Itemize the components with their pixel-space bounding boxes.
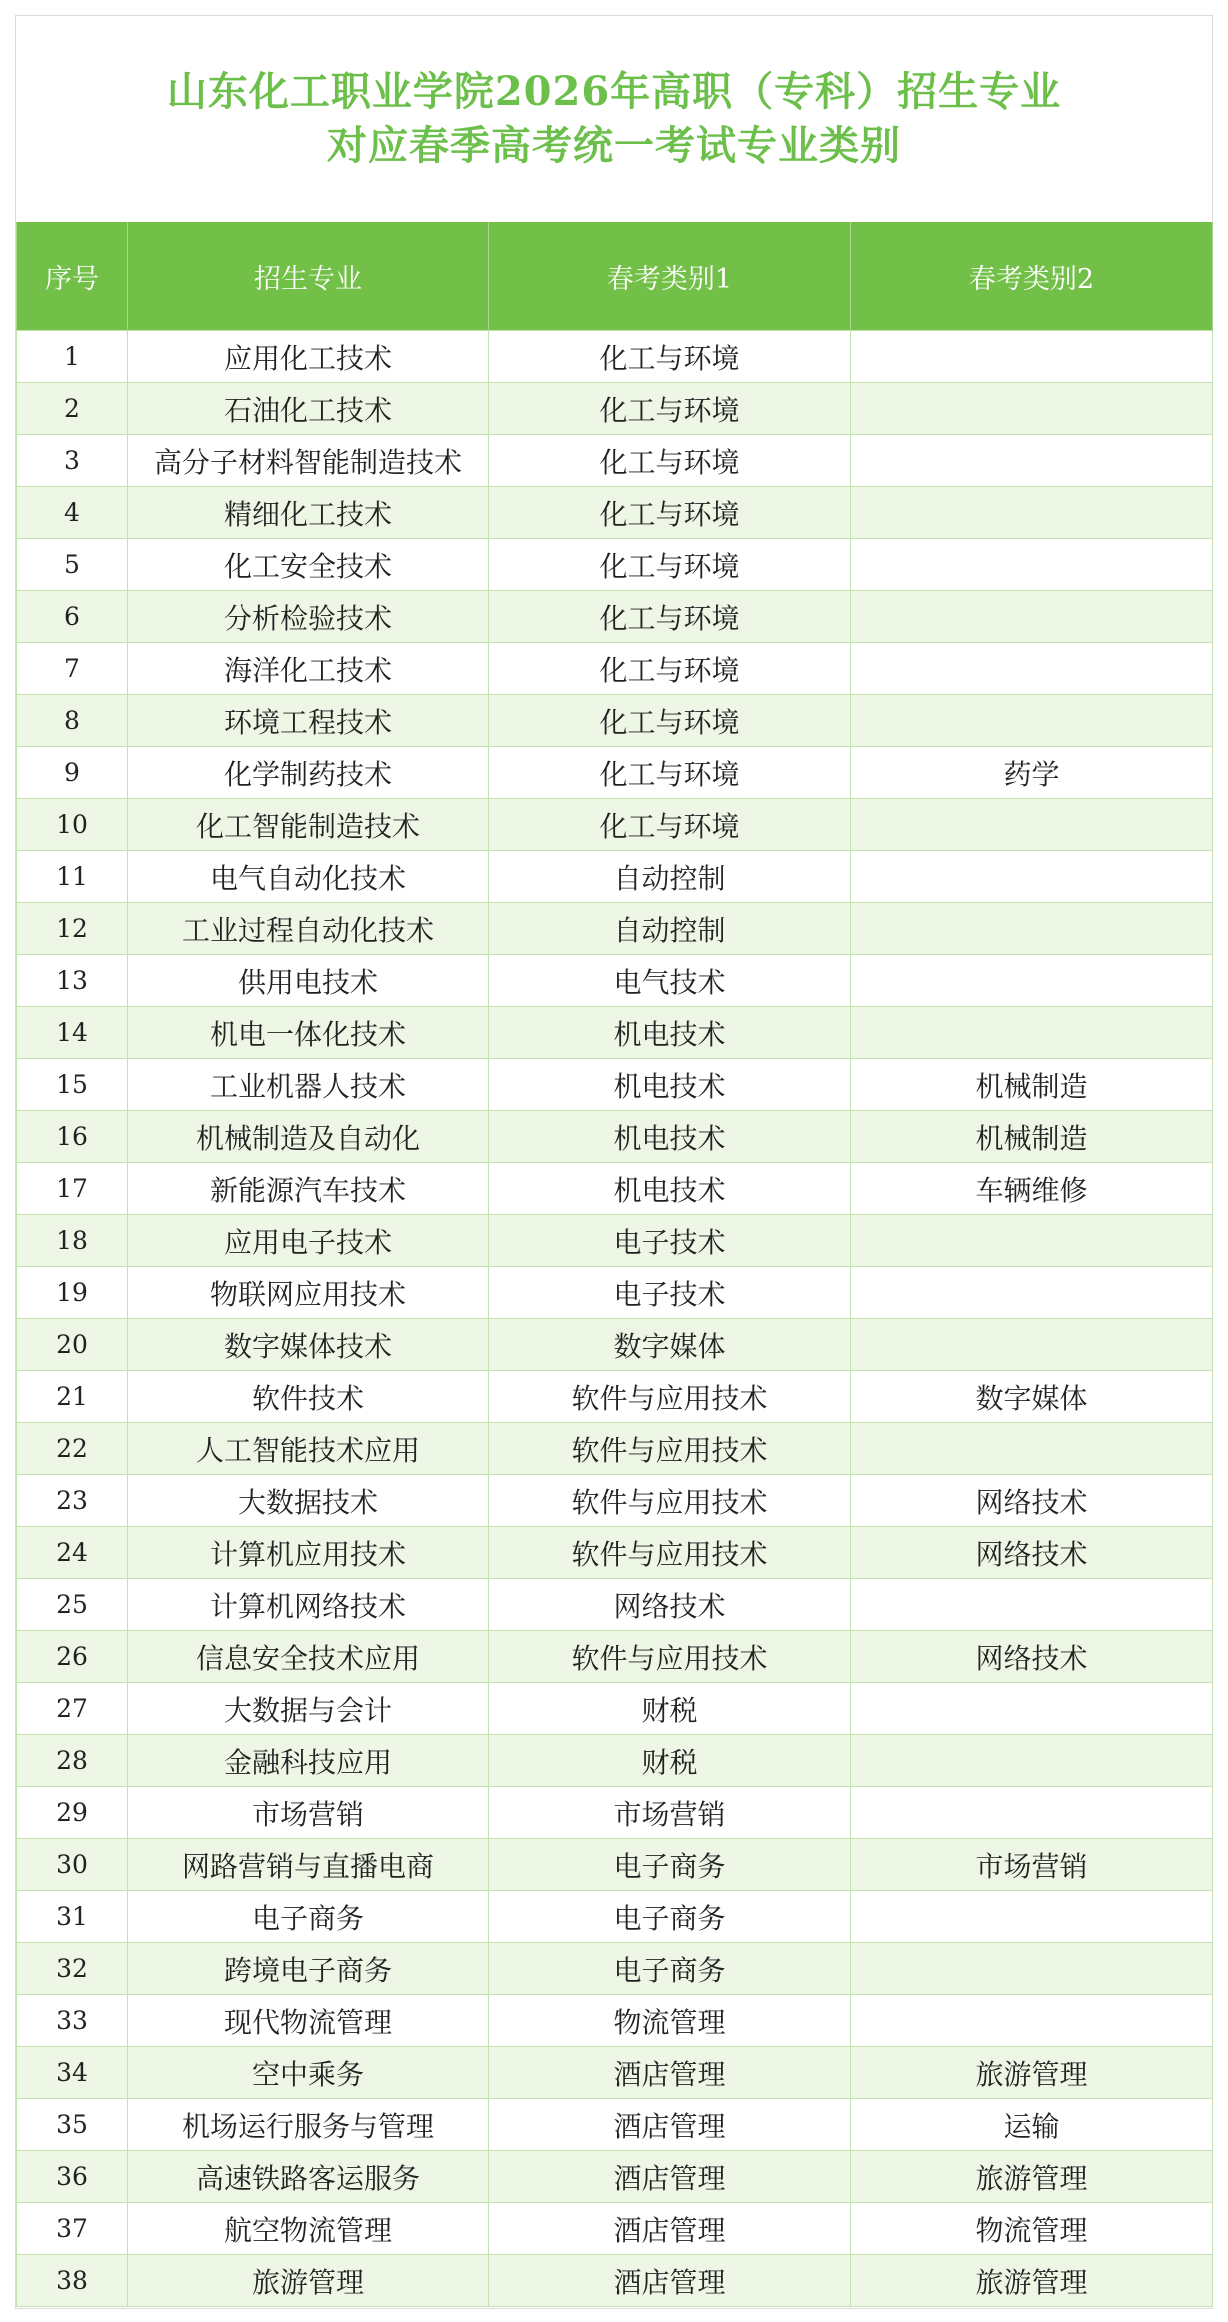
exam-category-1: 化工与环境 bbox=[489, 331, 851, 383]
exam-category-2: 网络技术 bbox=[851, 1527, 1213, 1579]
exam-category-1: 自动控制 bbox=[489, 851, 851, 903]
row-number: 3 bbox=[17, 435, 128, 487]
exam-category-1: 电子商务 bbox=[489, 1839, 851, 1891]
table-row bbox=[17, 799, 1213, 851]
exam-category-2 bbox=[851, 487, 1213, 539]
exam-category-1: 酒店管理 bbox=[489, 2255, 851, 2307]
row-number: 2 bbox=[17, 383, 128, 435]
table-row bbox=[17, 1423, 1213, 1475]
exam-category-2 bbox=[851, 1787, 1213, 1839]
major-name: 大数据与会计 bbox=[128, 1683, 489, 1735]
column-header-category-2: 春考类别2 bbox=[851, 222, 1213, 331]
exam-category-2 bbox=[851, 591, 1213, 643]
row-number: 24 bbox=[17, 1527, 128, 1579]
exam-category-1: 软件与应用技术 bbox=[489, 1371, 851, 1423]
major-name: 物联网应用技术 bbox=[128, 1267, 489, 1319]
table-row bbox=[17, 1059, 1213, 1111]
exam-category-1: 化工与环境 bbox=[489, 435, 851, 487]
exam-category-2: 市场营销 bbox=[851, 1839, 1213, 1891]
major-name: 航空物流管理 bbox=[128, 2203, 489, 2255]
row-number: 4 bbox=[17, 487, 128, 539]
exam-category-2: 旅游管理 bbox=[851, 2151, 1213, 2203]
major-name: 数字媒体技术 bbox=[128, 1319, 489, 1371]
exam-category-1: 电子技术 bbox=[489, 1267, 851, 1319]
title-line-1: 山东化工职业学院2026年高职（专科）招生专业 bbox=[166, 68, 1062, 115]
major-name: 应用化工技术 bbox=[128, 331, 489, 383]
row-number: 18 bbox=[17, 1215, 128, 1267]
row-number: 7 bbox=[17, 643, 128, 695]
exam-category-2: 车辆维修 bbox=[851, 1163, 1213, 1215]
major-name: 空中乘务 bbox=[128, 2047, 489, 2099]
exam-category-1: 软件与应用技术 bbox=[489, 1423, 851, 1475]
major-name: 精细化工技术 bbox=[128, 487, 489, 539]
row-number: 1 bbox=[17, 331, 128, 383]
table-row bbox=[17, 1475, 1213, 1527]
header-row bbox=[17, 222, 1213, 331]
exam-category-1: 酒店管理 bbox=[489, 2203, 851, 2255]
exam-category-2: 旅游管理 bbox=[851, 2255, 1213, 2307]
table-body bbox=[17, 331, 1213, 2307]
exam-category-1: 化工与环境 bbox=[489, 487, 851, 539]
table-row bbox=[17, 1995, 1213, 2047]
major-name: 化工安全技术 bbox=[128, 539, 489, 591]
major-name: 海洋化工技术 bbox=[128, 643, 489, 695]
major-name: 大数据技术 bbox=[128, 1475, 489, 1527]
title-line-2: 对应春季高考统一考试专业类别 bbox=[327, 122, 901, 169]
major-name: 供用电技术 bbox=[128, 955, 489, 1007]
exam-category-2 bbox=[851, 1735, 1213, 1787]
major-name: 高分子材料智能制造技术 bbox=[128, 435, 489, 487]
major-name: 应用电子技术 bbox=[128, 1215, 489, 1267]
row-number: 20 bbox=[17, 1319, 128, 1371]
major-name: 信息安全技术应用 bbox=[128, 1631, 489, 1683]
exam-category-2 bbox=[851, 955, 1213, 1007]
row-number: 34 bbox=[17, 2047, 128, 2099]
row-number: 25 bbox=[17, 1579, 128, 1631]
row-number: 27 bbox=[17, 1683, 128, 1735]
exam-category-1: 财税 bbox=[489, 1735, 851, 1787]
major-name: 机场运行服务与管理 bbox=[128, 2099, 489, 2151]
exam-category-2 bbox=[851, 695, 1213, 747]
page-title bbox=[16, 16, 1212, 222]
exam-category-2 bbox=[851, 1579, 1213, 1631]
exam-category-2 bbox=[851, 799, 1213, 851]
exam-category-2 bbox=[851, 1319, 1213, 1371]
exam-category-1: 软件与应用技术 bbox=[489, 1527, 851, 1579]
exam-category-1: 数字媒体 bbox=[489, 1319, 851, 1371]
table-row bbox=[17, 1319, 1213, 1371]
exam-category-2 bbox=[851, 383, 1213, 435]
table-row bbox=[17, 383, 1213, 435]
table-row bbox=[17, 1631, 1213, 1683]
major-name: 化学制药技术 bbox=[128, 747, 489, 799]
exam-category-2 bbox=[851, 1943, 1213, 1995]
major-name: 软件技术 bbox=[128, 1371, 489, 1423]
column-header-number: 序号 bbox=[17, 222, 128, 331]
row-number: 23 bbox=[17, 1475, 128, 1527]
row-number: 12 bbox=[17, 903, 128, 955]
exam-category-1: 软件与应用技术 bbox=[489, 1631, 851, 1683]
major-name: 机械制造及自动化 bbox=[128, 1111, 489, 1163]
major-name: 新能源汽车技术 bbox=[128, 1163, 489, 1215]
major-name: 旅游管理 bbox=[128, 2255, 489, 2307]
exam-category-2 bbox=[851, 1423, 1213, 1475]
major-name: 工业过程自动化技术 bbox=[128, 903, 489, 955]
exam-category-2 bbox=[851, 643, 1213, 695]
major-name: 计算机应用技术 bbox=[128, 1527, 489, 1579]
row-number: 37 bbox=[17, 2203, 128, 2255]
table-row bbox=[17, 1891, 1213, 1943]
exam-category-1: 软件与应用技术 bbox=[489, 1475, 851, 1527]
exam-category-1: 化工与环境 bbox=[489, 383, 851, 435]
exam-category-1: 化工与环境 bbox=[489, 747, 851, 799]
major-name: 环境工程技术 bbox=[128, 695, 489, 747]
row-number: 10 bbox=[17, 799, 128, 851]
exam-category-2 bbox=[851, 1683, 1213, 1735]
major-name: 金融科技应用 bbox=[128, 1735, 489, 1787]
major-name: 化工智能制造技术 bbox=[128, 799, 489, 851]
exam-category-1: 网络技术 bbox=[489, 1579, 851, 1631]
exam-category-1: 化工与环境 bbox=[489, 799, 851, 851]
table-row bbox=[17, 955, 1213, 1007]
exam-category-1: 化工与环境 bbox=[489, 539, 851, 591]
exam-category-1: 酒店管理 bbox=[489, 2151, 851, 2203]
row-number: 19 bbox=[17, 1267, 128, 1319]
table-row bbox=[17, 539, 1213, 591]
exam-category-2 bbox=[851, 435, 1213, 487]
exam-category-2: 物流管理 bbox=[851, 2203, 1213, 2255]
row-number: 22 bbox=[17, 1423, 128, 1475]
major-name: 工业机器人技术 bbox=[128, 1059, 489, 1111]
table-row bbox=[17, 1683, 1213, 1735]
table-header bbox=[17, 222, 1213, 331]
exam-category-2: 机械制造 bbox=[851, 1111, 1213, 1163]
row-number: 9 bbox=[17, 747, 128, 799]
exam-category-2: 旅游管理 bbox=[851, 2047, 1213, 2099]
row-number: 5 bbox=[17, 539, 128, 591]
major-name: 电子商务 bbox=[128, 1891, 489, 1943]
major-name: 人工智能技术应用 bbox=[128, 1423, 489, 1475]
table-row bbox=[17, 1163, 1213, 1215]
exam-category-1: 电子商务 bbox=[489, 1943, 851, 1995]
exam-category-1: 酒店管理 bbox=[489, 2047, 851, 2099]
exam-category-1: 机电技术 bbox=[489, 1111, 851, 1163]
table-row bbox=[17, 2203, 1213, 2255]
table-row bbox=[17, 591, 1213, 643]
exam-category-1: 物流管理 bbox=[489, 1995, 851, 2047]
table-row bbox=[17, 2255, 1213, 2307]
major-name: 跨境电子商务 bbox=[128, 1943, 489, 1995]
row-number: 15 bbox=[17, 1059, 128, 1111]
exam-category-2: 药学 bbox=[851, 747, 1213, 799]
table-row bbox=[17, 851, 1213, 903]
table-row bbox=[17, 435, 1213, 487]
exam-category-2: 数字媒体 bbox=[851, 1371, 1213, 1423]
table-row bbox=[17, 2151, 1213, 2203]
major-name: 网路营销与直播电商 bbox=[128, 1839, 489, 1891]
exam-category-1: 电子技术 bbox=[489, 1215, 851, 1267]
exam-category-2 bbox=[851, 331, 1213, 383]
exam-category-2 bbox=[851, 851, 1213, 903]
major-name: 计算机网络技术 bbox=[128, 1579, 489, 1631]
row-number: 30 bbox=[17, 1839, 128, 1891]
exam-category-1: 机电技术 bbox=[489, 1007, 851, 1059]
row-number: 14 bbox=[17, 1007, 128, 1059]
major-name: 石油化工技术 bbox=[128, 383, 489, 435]
column-header-major: 招生专业 bbox=[128, 222, 489, 331]
exam-category-2: 网络技术 bbox=[851, 1631, 1213, 1683]
exam-category-1: 财税 bbox=[489, 1683, 851, 1735]
exam-category-2 bbox=[851, 1891, 1213, 1943]
major-name: 电气自动化技术 bbox=[128, 851, 489, 903]
exam-category-1: 电气技术 bbox=[489, 955, 851, 1007]
table-row bbox=[17, 2099, 1213, 2151]
row-number: 32 bbox=[17, 1943, 128, 1995]
major-name: 高速铁路客运服务 bbox=[128, 2151, 489, 2203]
row-number: 13 bbox=[17, 955, 128, 1007]
major-name: 现代物流管理 bbox=[128, 1995, 489, 2047]
exam-category-2: 运输 bbox=[851, 2099, 1213, 2151]
table-row bbox=[17, 747, 1213, 799]
table-row bbox=[17, 1839, 1213, 1891]
major-name: 市场营销 bbox=[128, 1787, 489, 1839]
table-row bbox=[17, 487, 1213, 539]
exam-category-1: 机电技术 bbox=[489, 1163, 851, 1215]
exam-category-2 bbox=[851, 903, 1213, 955]
major-name: 机电一体化技术 bbox=[128, 1007, 489, 1059]
table-row bbox=[17, 1215, 1213, 1267]
table-row bbox=[17, 1787, 1213, 1839]
exam-category-1: 化工与环境 bbox=[489, 591, 851, 643]
exam-category-1: 酒店管理 bbox=[489, 2099, 851, 2151]
row-number: 11 bbox=[17, 851, 128, 903]
exam-category-1: 机电技术 bbox=[489, 1059, 851, 1111]
row-number: 38 bbox=[17, 2255, 128, 2307]
exam-category-1: 自动控制 bbox=[489, 903, 851, 955]
exam-category-2: 网络技术 bbox=[851, 1475, 1213, 1527]
row-number: 29 bbox=[17, 1787, 128, 1839]
row-number: 33 bbox=[17, 1995, 128, 2047]
table-row bbox=[17, 2047, 1213, 2099]
row-number: 26 bbox=[17, 1631, 128, 1683]
exam-category-2 bbox=[851, 1267, 1213, 1319]
table-row bbox=[17, 1943, 1213, 1995]
table-row bbox=[17, 1527, 1213, 1579]
row-number: 6 bbox=[17, 591, 128, 643]
row-number: 36 bbox=[17, 2151, 128, 2203]
exam-category-2 bbox=[851, 539, 1213, 591]
row-number: 28 bbox=[17, 1735, 128, 1787]
table-row bbox=[17, 1371, 1213, 1423]
exam-category-1: 市场营销 bbox=[489, 1787, 851, 1839]
major-name: 分析检验技术 bbox=[128, 591, 489, 643]
table-row bbox=[17, 643, 1213, 695]
row-number: 17 bbox=[17, 1163, 128, 1215]
exam-category-2 bbox=[851, 1215, 1213, 1267]
exam-category-1: 电子商务 bbox=[489, 1891, 851, 1943]
table-row bbox=[17, 695, 1213, 747]
table-row bbox=[17, 1007, 1213, 1059]
majors-table bbox=[16, 222, 1213, 2307]
exam-category-1: 化工与环境 bbox=[489, 643, 851, 695]
exam-category-2 bbox=[851, 1995, 1213, 2047]
table-row bbox=[17, 903, 1213, 955]
row-number: 8 bbox=[17, 695, 128, 747]
row-number: 21 bbox=[17, 1371, 128, 1423]
exam-category-2 bbox=[851, 1007, 1213, 1059]
row-number: 16 bbox=[17, 1111, 128, 1163]
row-number: 35 bbox=[17, 2099, 128, 2151]
table-row bbox=[17, 1267, 1213, 1319]
column-header-category-1: 春考类别1 bbox=[489, 222, 851, 331]
exam-category-1: 化工与环境 bbox=[489, 695, 851, 747]
table-row bbox=[17, 331, 1213, 383]
table-row bbox=[17, 1735, 1213, 1787]
row-number: 31 bbox=[17, 1891, 128, 1943]
table-row bbox=[17, 1579, 1213, 1631]
table-row bbox=[17, 1111, 1213, 1163]
exam-category-2: 机械制造 bbox=[851, 1059, 1213, 1111]
